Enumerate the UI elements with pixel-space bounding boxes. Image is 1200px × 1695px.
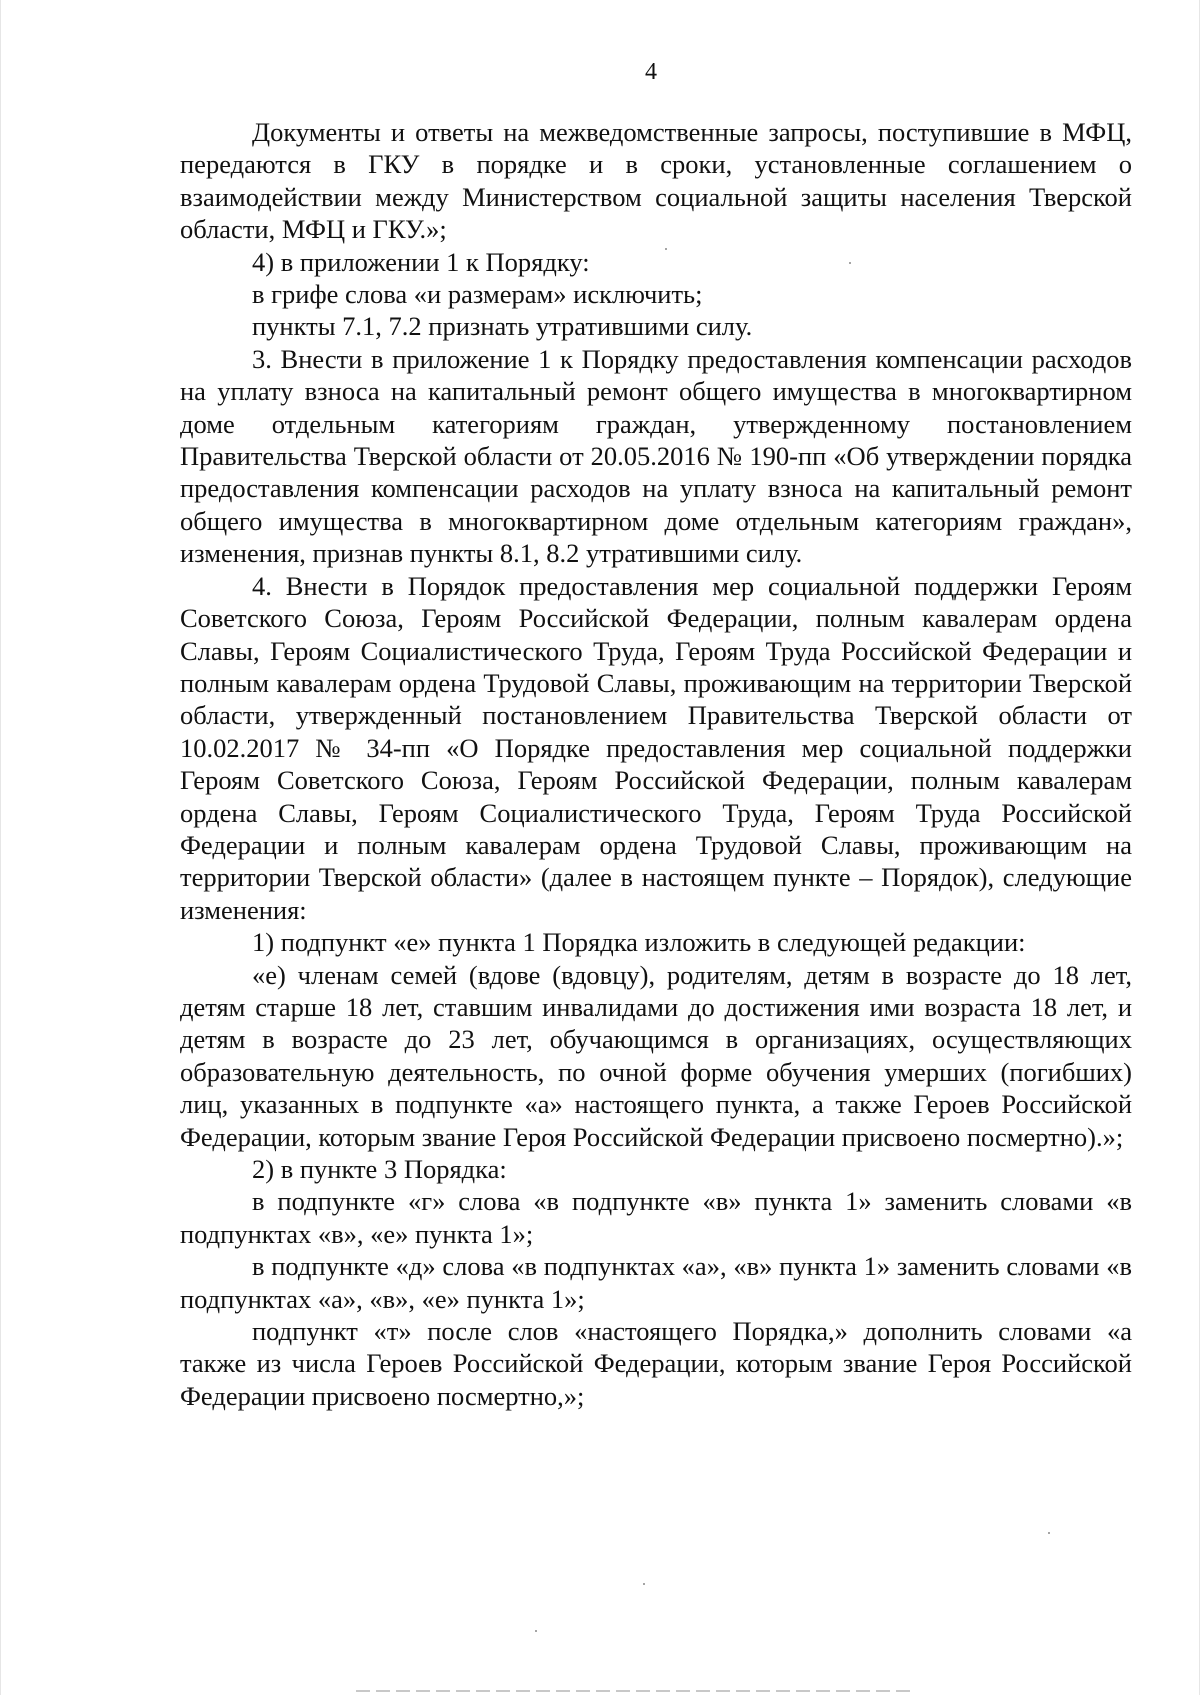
paragraph-subitem-e-text: «е) членам семей (вдове (вдовцу), родителям, детям в возрасте до 18 лет, детям старше 18 лет, ставшим инвалидами до достижения ими возраста 18 лет, и детям в возрасте до 23 лет, обучающимся в организациях, осуществляющих образовательную деятельность, по очной форме обучения умерших (погибших) лиц, указанных в подпункте «а» настоящего пункта, а также Героев Российской Федерации, которым звание Героя Российской Федерации присвоено посмертно).»; [180,959,1132,1152]
paragraph-appendix-1: 4) в приложении 1 к Порядку: [252,246,590,277]
scan-speck [535,1630,537,1632]
paragraph-interagency-documents: Документы и ответы на межведомственные запросы, поступившие в МФЦ, передаются в ГКУ в порядке и в сроки, установленные соглашением о взаимодействии между Министерством социальной защиты населения Тверской области, МФЦ и ГКУ.»; [180,117,1132,245]
paragraph-subitem-2: 2) в пункте 3 Порядка: [252,1154,507,1184]
paragraph-subitem-d: в подпункте «д» слова «в подпунктах «а», «в» пункта 1» заменить словами «в подпунктах «а», «в», «е» пункта 1»; [180,1251,1132,1314]
document-body [180,116,1132,1412]
page-number: 4 [645,59,657,85]
paragraph-subitem-t: подпункт «т» после слов «настоящего Порядка,» дополнить словами «а также из числа Героев Российской Федерации, которым звание Героя Российской Федерации присвоено посмертно,»; [180,1316,1132,1411]
paragraph-item-4: 4. Внести в Порядок предоставления мер социальной поддержки Героям Советского Союза, Героям Российской Федерации, полным кавалерам ордена Славы, Героям Социалистического Труда, Героям Труда Российской Федерации и полным кавалерам ордена Трудовой Славы, проживающим на территории Тверской области, утвержденный постановлением Правительства Тверской области от 10.02.2017 № 34-пп «О Порядке предоставления мер социальной поддержки Героям Советского Союза, Героям Российской Федерации, полным кавалерам ордена Славы, Героям Социалистического Труда, Героям Труда Российской Федерации и полным кавалерам ордена Трудовой Славы, проживающим на территории Тверской области» (далее в настоящем пункте – Порядок), следующие изменения: [180,570,1132,925]
scan-speck [643,1583,645,1585]
paragraph-items-void: пункты 7.1, 7.2 признать утратившими силу. [252,311,753,342]
scan-speck [849,262,851,264]
paragraph-subitem-1: 1) подпункт «е» пункта 1 Порядка изложить в следующей редакции: [252,927,1026,958]
paragraph-subitem-g: в подпункте «г» слова «в подпункте «в» пункта 1» заменить словами «в подпунктах «в», «е» пункта 1»; [180,1186,1132,1249]
scan-speck [665,248,667,250]
scan-bottom-edge [356,1690,916,1692]
paragraph-stamp-words: в грифе слова «и размерам» исключить; [252,279,703,310]
scan-speck [1048,1532,1050,1534]
paragraph-item-3: 3. Внести в приложение 1 к Порядку предоставления компенсации расходов на уплату взноса на капитальный ремонт общего имущества в многоквартирном доме отдельным категориям граждан, утвержденному постановлением Правительства Тверской области от 20.05.2016 № 190-пп «Об утверждении порядка предоставления компенсации расходов на уплату взноса на капитальный ремонт общего имущества в многоквартирном доме отдельным категориям граждан», изменения, признав пункты 8.1, 8.2 утратившими силу. [180,343,1132,569]
